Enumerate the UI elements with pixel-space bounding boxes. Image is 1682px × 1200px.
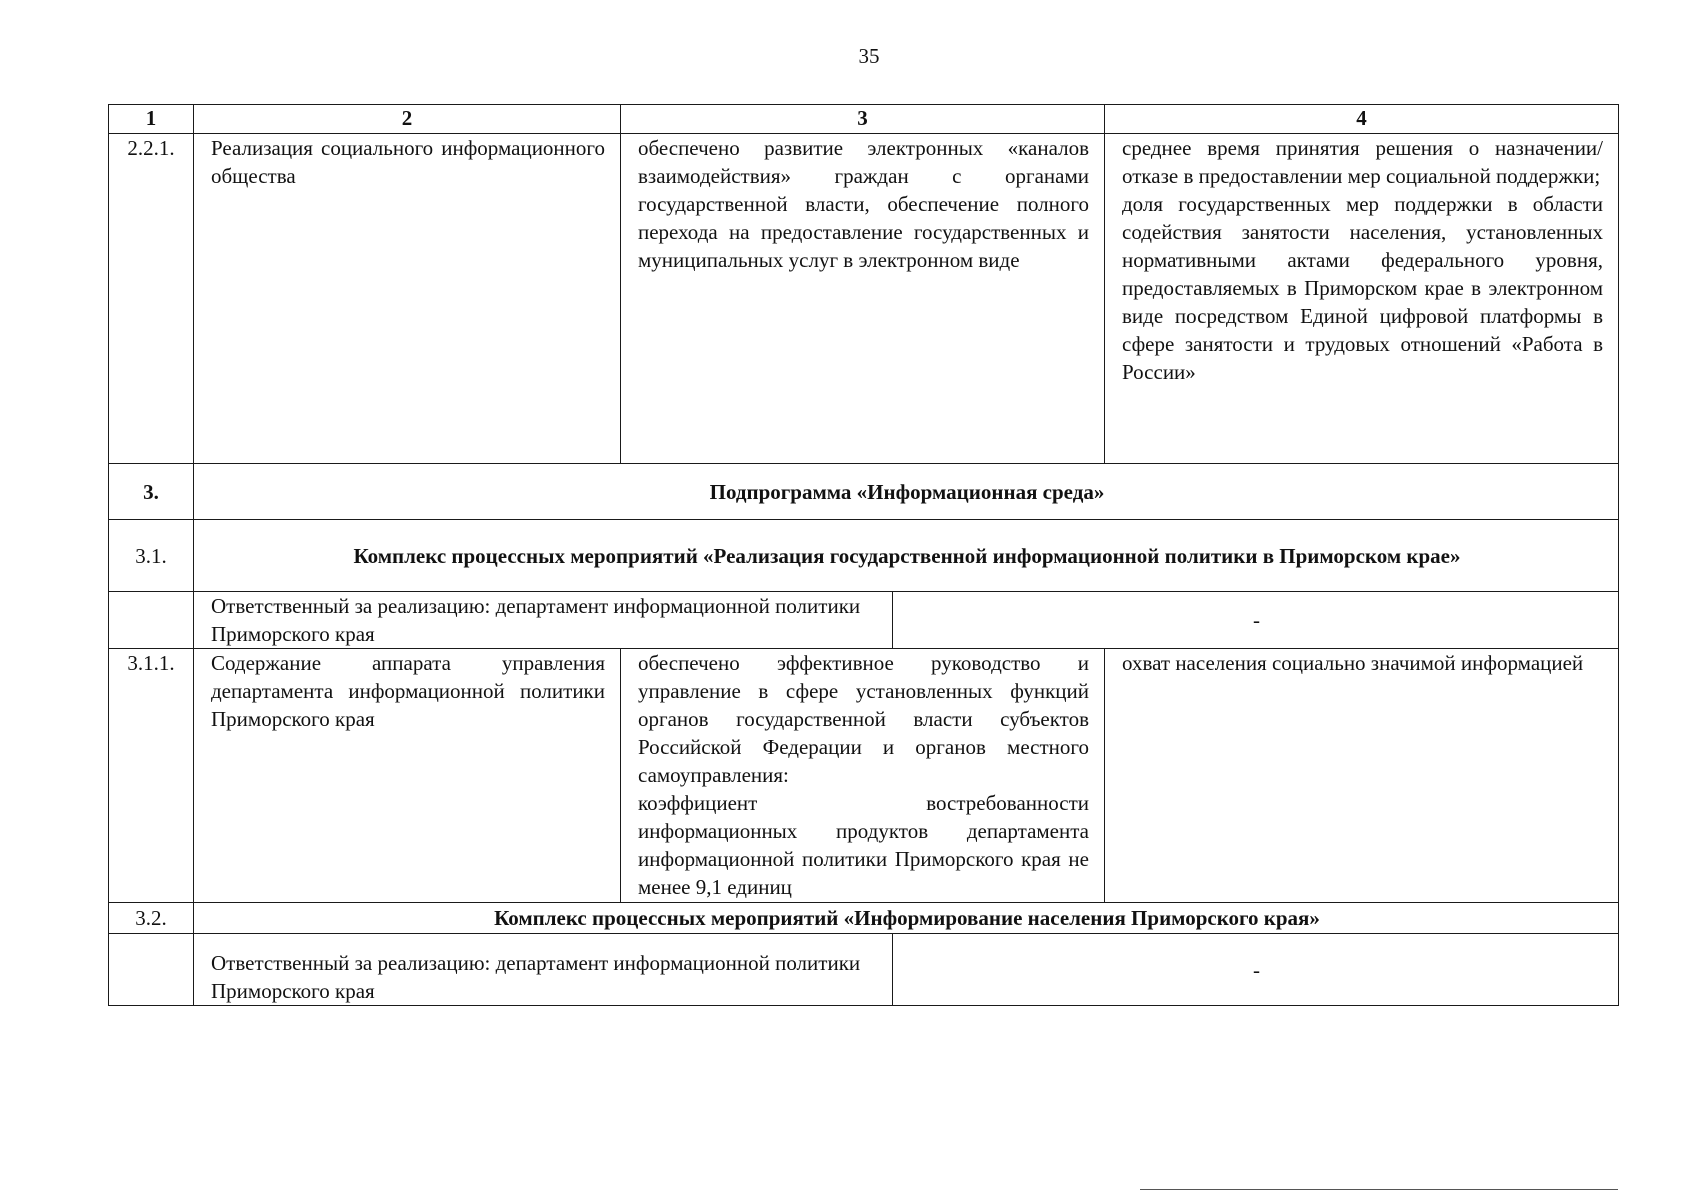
measure-name: Содержание аппарата управления департамента информационной политики Приморского края	[194, 649, 621, 903]
table-row-3-1	[109, 520, 1619, 592]
row-number-empty	[109, 934, 194, 1006]
responsible-dash: -	[893, 934, 1619, 1006]
measure-indicator: охват населения социально значимой информацией	[1105, 649, 1619, 903]
footer-divider-line	[1140, 1189, 1618, 1190]
row-number: 3.1.1.	[109, 649, 194, 903]
header-cell-2: 2	[194, 105, 621, 134]
responsible-text: Ответственный за реализацию: департамент информационной политики Приморского края	[194, 934, 893, 1006]
header-cell-4: 4	[1105, 105, 1619, 134]
table-header-row	[109, 105, 1619, 134]
measure-name: Реализация социального информационного общества	[194, 134, 621, 464]
row-number-empty	[109, 592, 194, 649]
subprogram-title: Подпрограмма «Информационная среда»	[194, 464, 1619, 520]
table-row-3	[109, 464, 1619, 520]
measure-result	[621, 649, 1105, 903]
row-number: 3.1.	[109, 520, 194, 592]
table-row-3-2-responsible	[109, 934, 1619, 1006]
responsible-dash: -	[893, 592, 1619, 649]
table-row-3-2	[109, 903, 1619, 934]
program-table	[108, 104, 1619, 1006]
responsible-text: Ответственный за реализацию: департамент информационной политики Приморского края	[194, 592, 893, 649]
measure-result: обеспечено развитие электронных «каналов взаимодействия» граждан с органами государственной власти, обеспечение полного перехода на предоставление государственных и муниципальных услуг в электронном виде	[621, 134, 1105, 464]
row-number: 2.2.1.	[109, 134, 194, 464]
header-cell-1: 1	[109, 105, 194, 134]
indicator-line-2: доля государственных мер поддержки в области содействия занятости населения, установленных нормативными актами федерального уровня, предоставляемых в Приморском крае в электронном виде посредством Единой цифровой платформы в сфере занятости и трудовых отношений «Работа в России»	[1122, 192, 1603, 384]
row-number: 3.2.	[109, 903, 194, 934]
complex-title: Комплекс процессных мероприятий «Информирование населения Приморского края»	[194, 903, 1619, 934]
result-line-2: коэффициент востребованности информационных продуктов департамента информационной политики Приморского края не менее 9,1 единиц	[638, 791, 1089, 899]
page-number: 35	[858, 44, 880, 68]
table-row-2-2-1	[109, 134, 1619, 464]
row-number: 3.	[109, 464, 194, 520]
result-line-1: обеспечено эффективное руководство и управление в сфере установленных функций органов государственной власти субъектов Российской Федерации и органов местного самоуправления:	[638, 651, 1089, 787]
table-row-3-1-1	[109, 649, 1619, 903]
table-row-3-1-responsible	[109, 592, 1619, 649]
measure-indicator	[1105, 134, 1619, 464]
indicator-line-1: среднее время принятия решения о назначении/отказе в предоставлении мер социальной поддержки;	[1122, 136, 1603, 188]
complex-title: Комплекс процессных мероприятий «Реализация государственной информационной политики в Приморском крае»	[194, 520, 1619, 592]
header-cell-3: 3	[621, 105, 1105, 134]
